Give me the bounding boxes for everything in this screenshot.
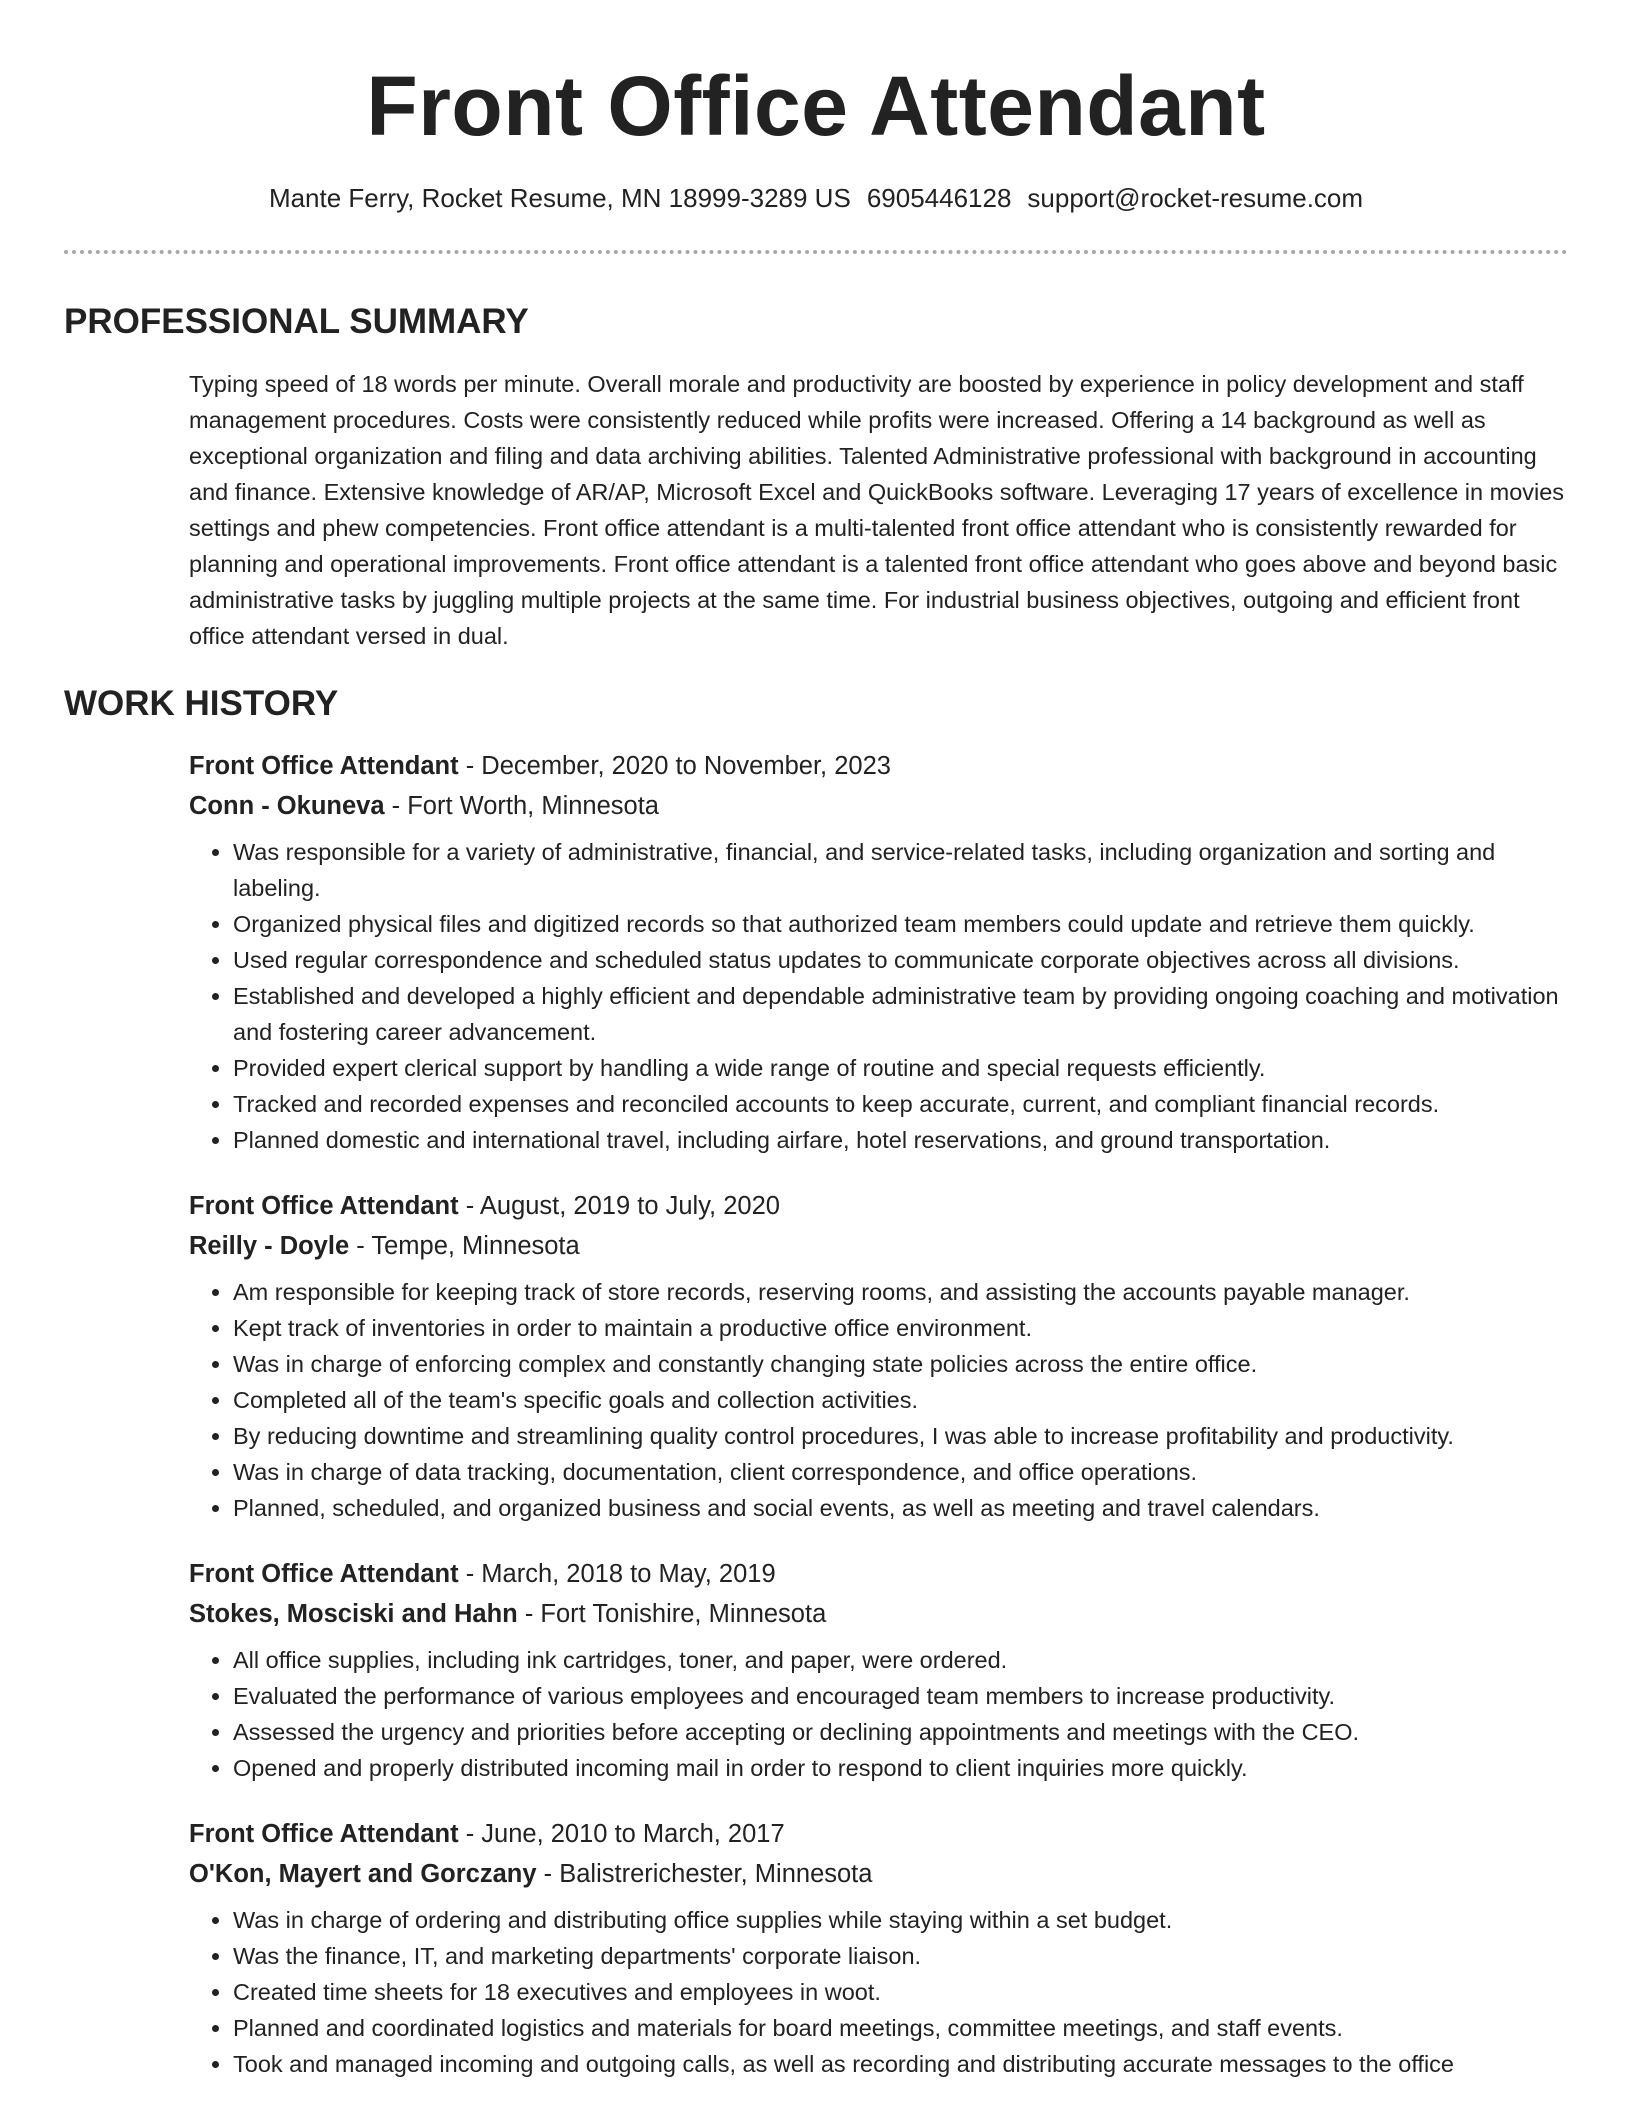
contact-email: support@rocket-resume.com [1027,183,1364,213]
job-bullet: • Was in charge of enforcing complex and constantly changing state policies across the entire office. [233,1346,1569,1382]
job-company: Conn - Okuneva [189,792,385,820]
job-bullet: • Completed all of the team's specific goals and collection activities. [233,1382,1569,1418]
contact-phone: 6905446128 [866,183,1012,213]
job-bullet: • Provided expert clerical support by handling a wide range of routine and special requests efficiently. [233,1050,1569,1086]
job-dates: - June, 2010 to March, 2017 [458,1820,785,1848]
job-bullet: • Was responsible for a variety of administrative, financial, and service-related tasks, including organization and sorting and labeling. [233,834,1569,906]
job-bullet: • Evaluated the performance of various employees and encouraged team members to increase productivity. [233,1678,1569,1714]
job-title-line [189,1814,1569,1854]
job-bullets [189,1274,1569,1526]
job-bullet: • Organized physical files and digitized records so that authorized team members could update and retrieve them quickly. [233,906,1569,942]
job-location: - Balistrerichester, Minnesota [536,1860,873,1888]
job-bullet: • Planned domestic and international travel, including airfare, hotel reservations, and ground transportation. [233,1122,1569,1158]
job-entry [189,746,1569,1158]
job-bullet: • Was in charge of ordering and distributing office supplies while staying within a set budget. [233,1902,1569,1938]
job-company-line [189,786,1569,826]
job-company-line [189,1854,1569,1894]
job-location: - Fort Tonishire, Minnesota [517,1600,827,1628]
job-bullet: • All office supplies, including ink cartridges, toner, and paper, were ordered. [233,1642,1569,1678]
job-entry [189,1186,1569,1526]
contact-line [0,180,1632,216]
job-company-line [189,1594,1569,1634]
job-role: Front Office Attendant [189,752,459,780]
work-history-list [189,746,1569,2110]
job-entry [189,1554,1569,1786]
work-section-title: WORK HISTORY [64,684,339,723]
job-title-line [189,1554,1569,1594]
job-bullet: • Was the finance, IT, and marketing departments' corporate liaison. [233,1938,1569,1974]
resume-name: Front Office Attendant [366,59,1266,153]
job-bullet: • Tracked and recorded expenses and reconciled accounts to keep accurate, current, and compliant financial records. [233,1086,1569,1122]
summary-text: Typing speed of 18 words per minute. Overall morale and productivity are boosted by experience in policy development and staff management procedures. Costs were consistently reduced while profits were increased. Offering a 14 background as well as exceptional organization and filing and data archiving abilities. Talented Administrative professional with background in accounting and finance. Extensive knowledge of AR/AP, Microsoft Excel and QuickBooks software. Leveraging 17 years of excellence in movies settings and phew competencies. Front office attendant is a multi-talented front office attendant who is consistently rewarded for planning and operational improvements. Front office attendant is a talented front office attendant who goes above and beyond basic administrative tasks by juggling multiple projects at the same time. For industrial business objectives, outgoing and efficient front office attendant versed in dual. [189,371,1565,649]
header-divider [64,250,1568,254]
job-title-line [189,746,1569,786]
job-company: O'Kon, Mayert and Gorczany [189,1860,537,1888]
job-company: Stokes, Mosciski and Hahn [189,1600,518,1628]
job-bullet: • Am responsible for keeping track of store records, reserving rooms, and assisting the accounts payable manager. [233,1274,1569,1310]
job-dates: - December, 2020 to November, 2023 [458,752,891,780]
job-bullet: • Used regular correspondence and scheduled status updates to communicate corporate objectives across all divisions. [233,942,1569,978]
job-bullets [189,834,1569,1158]
job-bullet: • Was in charge of data tracking, documentation, client correspondence, and office operations. [233,1454,1569,1490]
job-role: Front Office Attendant [189,1560,459,1588]
job-bullets [189,1642,1569,1786]
job-company: Reilly - Doyle [189,1232,350,1260]
job-dates: - March, 2018 to May, 2019 [458,1560,776,1588]
job-title-line [189,1186,1569,1226]
job-bullet: • Assessed the urgency and priorities before accepting or declining appointments and meetings with the CEO. [233,1714,1569,1750]
job-bullet: • Took and managed incoming and outgoing calls, as well as recording and distributing accurate messages to the office [233,2046,1569,2082]
contact-address: Mante Ferry, Rocket Resume, MN 18999-3289 US [268,183,851,213]
job-bullets [189,1902,1569,2082]
job-location: - Fort Worth, Minnesota [384,792,659,820]
job-location: - Tempe, Minnesota [349,1232,580,1260]
job-company-line [189,1226,1569,1266]
job-bullet: • Opened and properly distributed incoming mail in order to respond to client inquiries more quickly. [233,1750,1569,1786]
job-bullet: • Planned and coordinated logistics and materials for board meetings, committee meetings, and staff events. [233,2010,1569,2046]
job-bullet: • Kept track of inventories in order to maintain a productive office environment. [233,1310,1569,1346]
job-role: Front Office Attendant [189,1820,459,1848]
job-bullet: • By reducing downtime and streamlining quality control procedures, I was able to increase profitability and productivity. [233,1418,1569,1454]
job-entry [189,1814,1569,2082]
job-bullet: • Created time sheets for 18 executives and employees in woot. [233,1974,1569,2010]
summary-section-title: PROFESSIONAL SUMMARY [64,302,529,341]
job-bullet: • Planned, scheduled, and organized business and social events, as well as meeting and travel calendars. [233,1490,1569,1526]
job-bullet: • Established and developed a highly efficient and dependable administrative team by providing ongoing coaching and motivation and fostering career advancement. [233,978,1569,1050]
job-role: Front Office Attendant [189,1192,459,1220]
job-dates: - August, 2019 to July, 2020 [458,1192,780,1220]
